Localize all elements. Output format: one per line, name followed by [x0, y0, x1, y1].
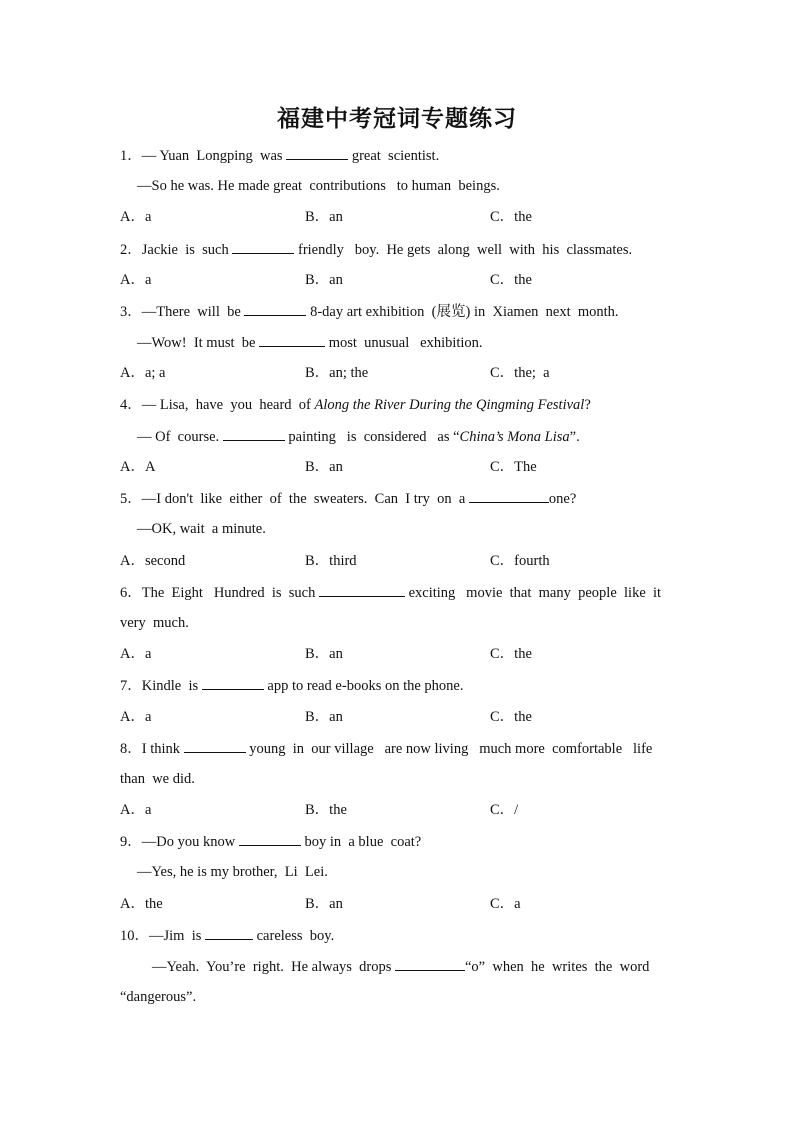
option-c: C．the	[490, 209, 532, 225]
question-4-stem: 4．— Lisa, have you heard of Along the River During the Qingming Festival?	[120, 397, 591, 413]
nickname: China’s Mona Lisa	[459, 429, 570, 445]
option-c: C．the	[490, 709, 532, 725]
answer-blank	[286, 145, 348, 160]
question-7-stem: 7．Kindle is app to read e-books on the phone.	[120, 675, 665, 696]
option-a: A．a	[120, 646, 152, 662]
question-3-reply: —Wow! It must be most unusual exhibition.	[137, 332, 682, 353]
answer-blank	[223, 426, 285, 441]
question-2-options	[120, 270, 680, 290]
option-c: C．a	[490, 896, 521, 912]
question-6-stem-continued: very much.	[120, 615, 189, 631]
question-5-reply: —OK, wait a minute.	[137, 521, 266, 537]
option-c: C．The	[490, 459, 537, 475]
question-1-reply: —So he was. He made great contributions to human beings.	[137, 178, 500, 194]
question-10-stem: 10．—Jim is careless boy.	[120, 925, 665, 946]
question-2-stem: 2．Jackie is such friendly boy. He gets along well with his classmates.	[120, 239, 665, 260]
option-b: B．an	[305, 646, 343, 662]
answer-blank	[184, 738, 246, 753]
question-1-stem: 1．— Yuan Longping was great scientist.	[120, 145, 665, 166]
question-4-reply: — Of course. painting is considered as “China’s Mona Lisa”.	[137, 426, 682, 447]
option-c: C．/	[490, 802, 519, 818]
option-b: B．an	[305, 209, 343, 225]
question-8-stem-continued: than we did.	[120, 771, 195, 787]
option-b: B．an	[305, 272, 343, 288]
option-b: B．third	[305, 553, 357, 569]
answer-blank	[469, 488, 549, 503]
question-10-reply-continued: “dangerous”.	[120, 989, 197, 1005]
question-5-options	[120, 551, 680, 571]
answer-blank	[202, 675, 264, 690]
option-c: C．the; a	[490, 365, 550, 381]
option-b: B．an	[305, 459, 343, 475]
answer-blank	[259, 332, 325, 347]
option-b: B．the	[305, 802, 347, 818]
answer-blank	[205, 925, 253, 940]
option-a: A．a	[120, 709, 152, 725]
question-5-stem: 5．—I don't like either of the sweaters. Can I try on a one?	[120, 488, 665, 509]
answer-blank	[319, 582, 405, 597]
option-a: A．a	[120, 209, 152, 225]
option-a: A．second	[120, 553, 186, 569]
answer-blank	[239, 831, 301, 846]
question-10-reply: —Yeah. You’re right. He always drops “o” when he writes the word	[152, 956, 697, 977]
painting-title: Along the River During the Qingming Festival	[314, 397, 585, 413]
option-c: C．fourth	[490, 553, 550, 569]
option-b: B．an; the	[305, 365, 369, 381]
question-9-options	[120, 894, 680, 914]
page-title: 福建中考冠词专题练习	[277, 105, 517, 132]
question-9-reply: —Yes, he is my brother, Li Lei.	[137, 864, 328, 880]
question-8-options	[120, 800, 680, 820]
answer-blank	[244, 301, 306, 316]
question-3-options	[120, 363, 680, 383]
option-c: C．the	[490, 272, 532, 288]
option-a: A．a	[120, 272, 152, 288]
option-a: A．a; a	[120, 365, 166, 381]
option-b: B．an	[305, 709, 343, 725]
option-b: B．an	[305, 896, 343, 912]
option-a: A．a	[120, 802, 152, 818]
answer-blank	[232, 239, 294, 254]
option-a: A．A	[120, 459, 156, 475]
question-6-options	[120, 644, 680, 664]
question-9-stem: 9．—Do you know boy in a blue coat?	[120, 831, 665, 852]
option-a: A．the	[120, 896, 163, 912]
question-1-options	[120, 207, 680, 227]
question-3-stem: 3．—There will be 8-day art exhibition (展览) in Xiamen next month.	[120, 301, 665, 322]
question-4-options	[120, 457, 680, 477]
option-c: C．the	[490, 646, 532, 662]
answer-blank	[395, 956, 465, 971]
question-7-options	[120, 707, 680, 727]
question-6-stem: 6．The Eight Hundred is such exciting movie that many people like it	[120, 582, 665, 603]
question-8-stem: 8．I think young in our village are now living much more comfortable life	[120, 738, 665, 759]
